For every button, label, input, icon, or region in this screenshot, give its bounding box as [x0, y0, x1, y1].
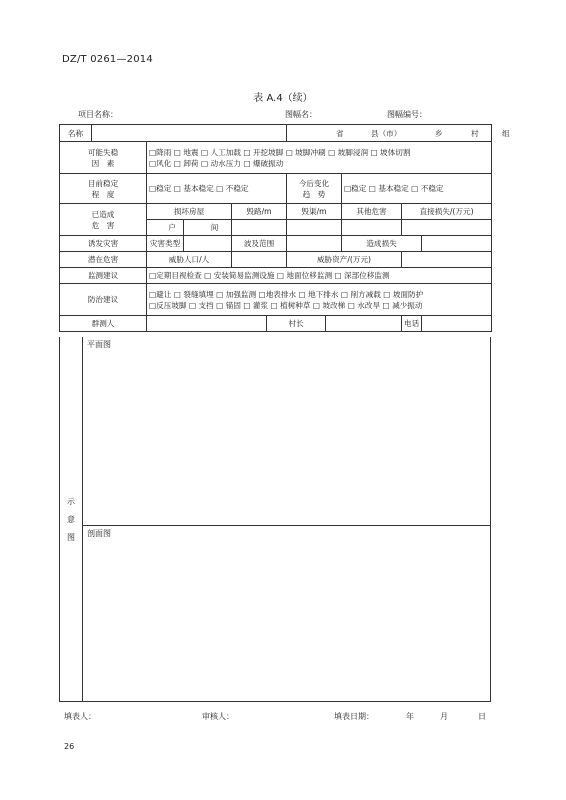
- sketch-label-char: 意: [67, 515, 75, 524]
- threatened-assets-label: 威胁资产/(万元): [287, 252, 402, 268]
- potential-row: [60, 252, 492, 268]
- range-field[interactable]: [287, 236, 342, 252]
- threatened-assets-field[interactable]: [402, 252, 492, 268]
- stability-options[interactable]: □稳定 □ 基本稳定 □ 不稳定: [147, 174, 287, 204]
- threatened-people-field[interactable]: [232, 252, 287, 268]
- hazard-type-label: 灾害类型: [147, 236, 184, 252]
- canal-field[interactable]: [287, 220, 342, 236]
- monitoring-options[interactable]: □定期目视检查 □ 安装简易监测设施 □ 地面位移监测 □ 深部位移监测: [147, 268, 492, 284]
- hazard-type-field[interactable]: [184, 236, 232, 252]
- project-name-label: 项目名称：: [78, 110, 118, 119]
- road-field[interactable]: [232, 220, 287, 236]
- damaged-houses-label: 损坏房屋: [147, 204, 232, 220]
- trigger-row: [60, 142, 492, 174]
- day-label: 日: [478, 712, 486, 721]
- stability-label: 目前稳定 程 度: [60, 174, 147, 204]
- location-field[interactable]: [287, 125, 510, 142]
- sketch-section: [59, 337, 491, 702]
- group-monitor-field[interactable]: [147, 316, 267, 332]
- trigger-options[interactable]: □降雨 □ 地震 □ 人工加载 □ 开挖坡脚 □ 坡脚冲刷 □ 坡脚浸润 □ 坡体切割 □风化 □ 卸荷 □ 动水压力 □ 爆破振动: [147, 142, 492, 174]
- county-label: 县（市）: [371, 128, 402, 138]
- road-label: 毁路/m: [232, 204, 287, 220]
- group-label: 组: [502, 128, 510, 138]
- canal-label: 毁渠/m: [287, 204, 342, 220]
- month-label: 月: [440, 712, 448, 721]
- standard-code: DZ/T 0261—2014: [62, 54, 153, 65]
- plan-drawing-area[interactable]: [82, 337, 490, 526]
- sketch-label-char: 图: [67, 533, 75, 542]
- direct-loss-field[interactable]: [402, 220, 492, 236]
- direct-loss-label: 直接损失/(万元): [402, 204, 492, 220]
- reviewer-label: 审核人：: [202, 712, 234, 721]
- filler-label: 填表人：: [64, 712, 96, 721]
- prevention-options[interactable]: □避让 □ 裂缝填埋 □ 加强监测 □地表排水 □ 地下排水 □ 削方减载 □ 坡面防护 □反压坡脚 □ 支挡 □ 锚固 □ 灌浆 □ 植树种草 □ 坡改梯 □ 水改旱 □ 减少振动: [147, 284, 492, 316]
- name-field[interactable]: [92, 125, 287, 142]
- fill-date-label: 填表日期：: [334, 712, 374, 721]
- map-name-label: 图幅名：: [285, 110, 317, 119]
- village-head-field[interactable]: [326, 316, 402, 332]
- township-label: 乡: [435, 128, 443, 138]
- survey-form-table: [59, 124, 510, 332]
- threatened-people-label: 威胁人口/人: [147, 252, 232, 268]
- name-row: [60, 125, 492, 142]
- induced-loss-field[interactable]: [422, 236, 492, 252]
- induced-label: 诱发灾害: [60, 236, 147, 252]
- potential-label: 潜在危害: [60, 252, 147, 268]
- trend-label: 今后变化 趋 势: [287, 174, 342, 204]
- page-number: 26: [64, 742, 75, 751]
- range-label: 波及范围: [232, 236, 287, 252]
- households-field[interactable]: 户: [147, 220, 184, 236]
- year-label: 年: [406, 712, 414, 721]
- map-number-label: 图幅编号：: [387, 110, 427, 119]
- plan-view-label: 平面图: [87, 340, 111, 349]
- monitoring-label: 监测建议: [60, 268, 147, 284]
- village-head-label: 村长: [267, 316, 326, 332]
- village-label: 村: [471, 128, 479, 138]
- section-drawing-area[interactable]: [82, 525, 490, 701]
- trigger-label: 可能失稳 因 素: [60, 142, 147, 174]
- monitoring-row: [60, 268, 492, 284]
- other-damage-label: 其他危害: [342, 204, 402, 220]
- section-view-label: 剖面图: [87, 529, 111, 538]
- phone-field[interactable]: [422, 316, 492, 332]
- prevention-row: [60, 284, 492, 316]
- name-label: 名称: [60, 125, 92, 142]
- induced-loss-label: 造成损失: [342, 236, 422, 252]
- group-monitor-label: 群测人: [60, 316, 147, 332]
- rooms-field[interactable]: 间: [184, 220, 232, 236]
- group-monitor-row: [60, 316, 492, 332]
- phone-label: 电话: [402, 316, 422, 332]
- province-label: 省: [336, 128, 344, 138]
- sketch-label-column: [60, 337, 83, 701]
- table-title: 表 A.4（续）: [253, 93, 313, 104]
- sketch-label-char: 示: [67, 497, 75, 506]
- other-damage-field[interactable]: [342, 220, 402, 236]
- stability-row: [60, 174, 492, 204]
- induced-row: [60, 236, 492, 252]
- damage-row-1: [60, 204, 492, 220]
- trend-options[interactable]: □稳定 □ 基本稳定 □ 不稳定: [342, 174, 492, 204]
- damage-label: 已造成 危 害: [60, 204, 147, 236]
- prevention-label: 防治建议: [60, 284, 147, 316]
